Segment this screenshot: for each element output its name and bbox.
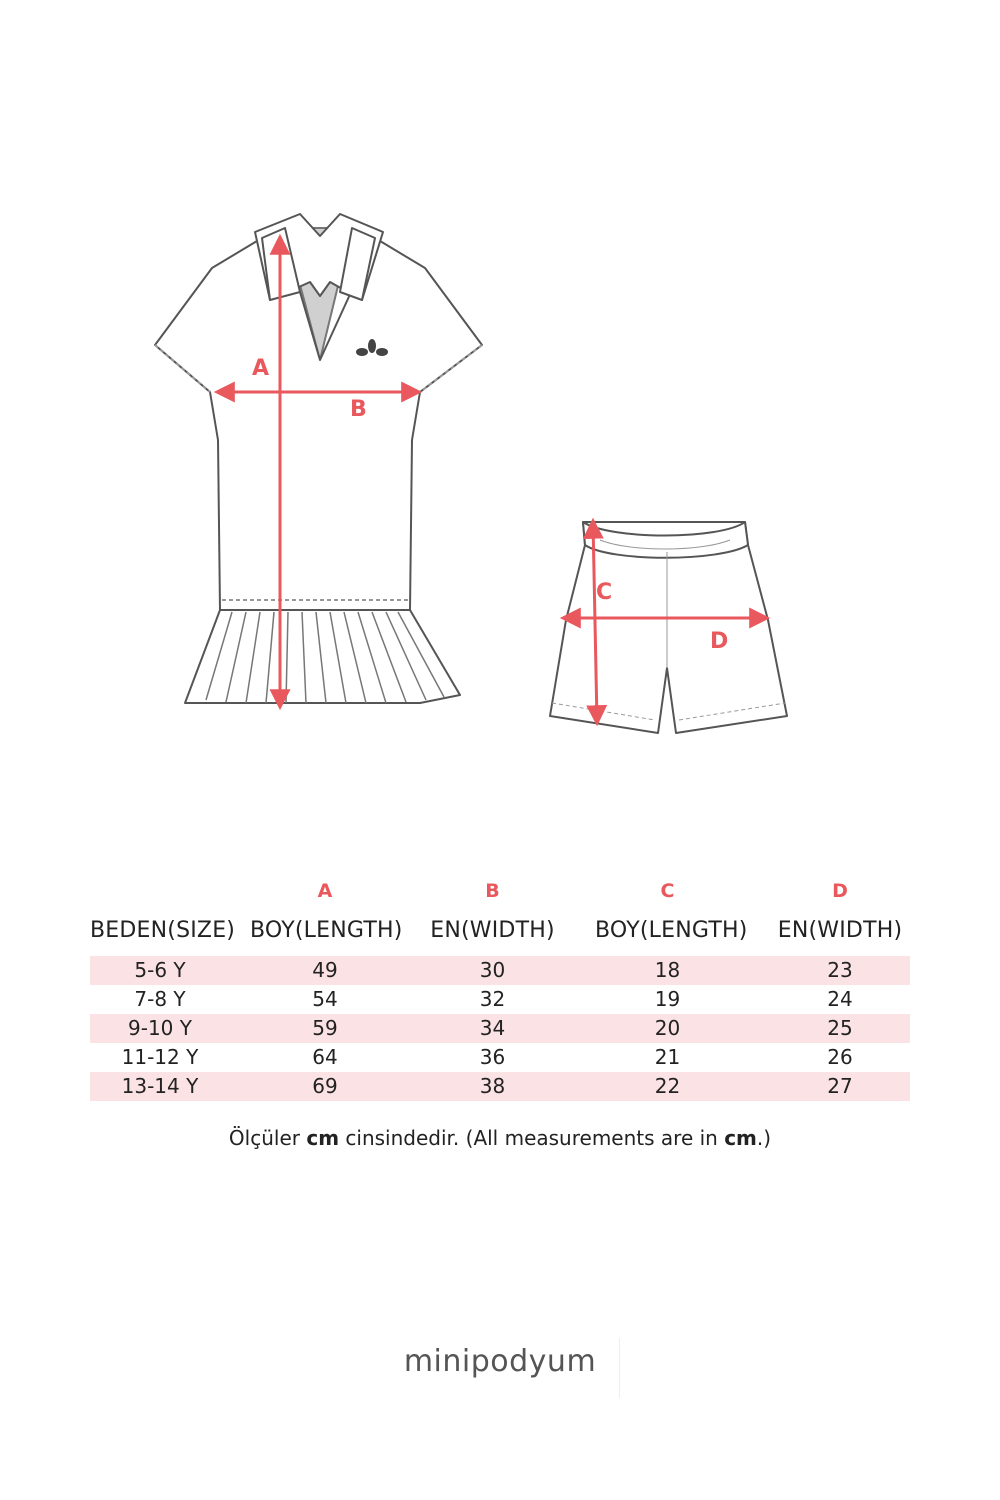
column-letter-b: B xyxy=(485,880,500,902)
cell-size: 5-6 Y xyxy=(134,958,186,982)
column-header-dress-width: EN(WIDTH) xyxy=(430,918,555,943)
table-row xyxy=(90,985,910,1014)
note-text-2: cinsindedir. (All measurements are in xyxy=(339,1126,725,1150)
column-letter-d: D xyxy=(832,880,848,902)
brand-name: minipodyum xyxy=(403,1344,597,1379)
cell-d: 24 xyxy=(827,987,853,1011)
measure-letter-row xyxy=(90,872,910,908)
cell-c: 21 xyxy=(654,1045,681,1069)
cell-a: 59 xyxy=(312,1016,338,1040)
cell-b: 36 xyxy=(479,1045,506,1069)
cell-a: 69 xyxy=(312,1074,338,1098)
cell-a: 64 xyxy=(312,1045,338,1069)
cell-d: 26 xyxy=(827,1045,853,1069)
table-body xyxy=(90,956,910,1101)
column-header-size: BEDEN(SIZE) xyxy=(90,918,236,943)
cell-c: 19 xyxy=(654,987,681,1011)
cell-b: 34 xyxy=(479,1016,506,1040)
cell-d: 27 xyxy=(827,1074,853,1098)
column-header-shorts-width: EN(WIDTH) xyxy=(777,918,903,943)
note-text-3: .) xyxy=(756,1126,772,1150)
brand-logo xyxy=(380,1338,620,1398)
table-row xyxy=(90,1014,910,1043)
brand-divider xyxy=(619,1338,620,1398)
dress-drawing xyxy=(155,214,482,703)
note-text-1: Ölçüler xyxy=(228,1126,307,1150)
cell-b: 32 xyxy=(479,987,506,1011)
table-row xyxy=(90,1072,910,1101)
cell-d: 23 xyxy=(827,958,853,982)
cell-d: 25 xyxy=(827,1016,853,1040)
cell-b: 30 xyxy=(479,958,506,982)
column-letter-a: A xyxy=(317,880,333,902)
column-letter-c: C xyxy=(660,880,675,902)
measure-d-label: D xyxy=(710,629,729,654)
note-unit-2: cm xyxy=(724,1126,757,1150)
shorts-drawing xyxy=(550,522,787,733)
table-header-row xyxy=(90,914,910,950)
column-header-dress-length: BOY(LENGTH) xyxy=(250,918,403,943)
table-row xyxy=(90,1043,910,1072)
cell-a: 54 xyxy=(312,987,338,1011)
cell-size: 7-8 Y xyxy=(134,987,186,1011)
cell-c: 18 xyxy=(654,958,681,982)
cell-size: 13-14 Y xyxy=(121,1074,199,1098)
cell-size: 9-10 Y xyxy=(128,1016,192,1040)
cell-size: 11-12 Y xyxy=(121,1045,199,1069)
measurement-note xyxy=(0,1126,1000,1150)
column-header-shorts-length: BOY(LENGTH) xyxy=(595,918,748,943)
note-unit-1: cm xyxy=(306,1126,340,1150)
cell-c: 22 xyxy=(654,1074,681,1098)
cell-b: 38 xyxy=(479,1074,506,1098)
measure-b-label: B xyxy=(350,397,367,422)
cell-c: 20 xyxy=(654,1016,681,1040)
measure-a-label: A xyxy=(252,356,270,381)
measure-c-label: C xyxy=(596,580,613,605)
cell-a: 49 xyxy=(312,958,338,982)
table-row xyxy=(90,956,910,985)
